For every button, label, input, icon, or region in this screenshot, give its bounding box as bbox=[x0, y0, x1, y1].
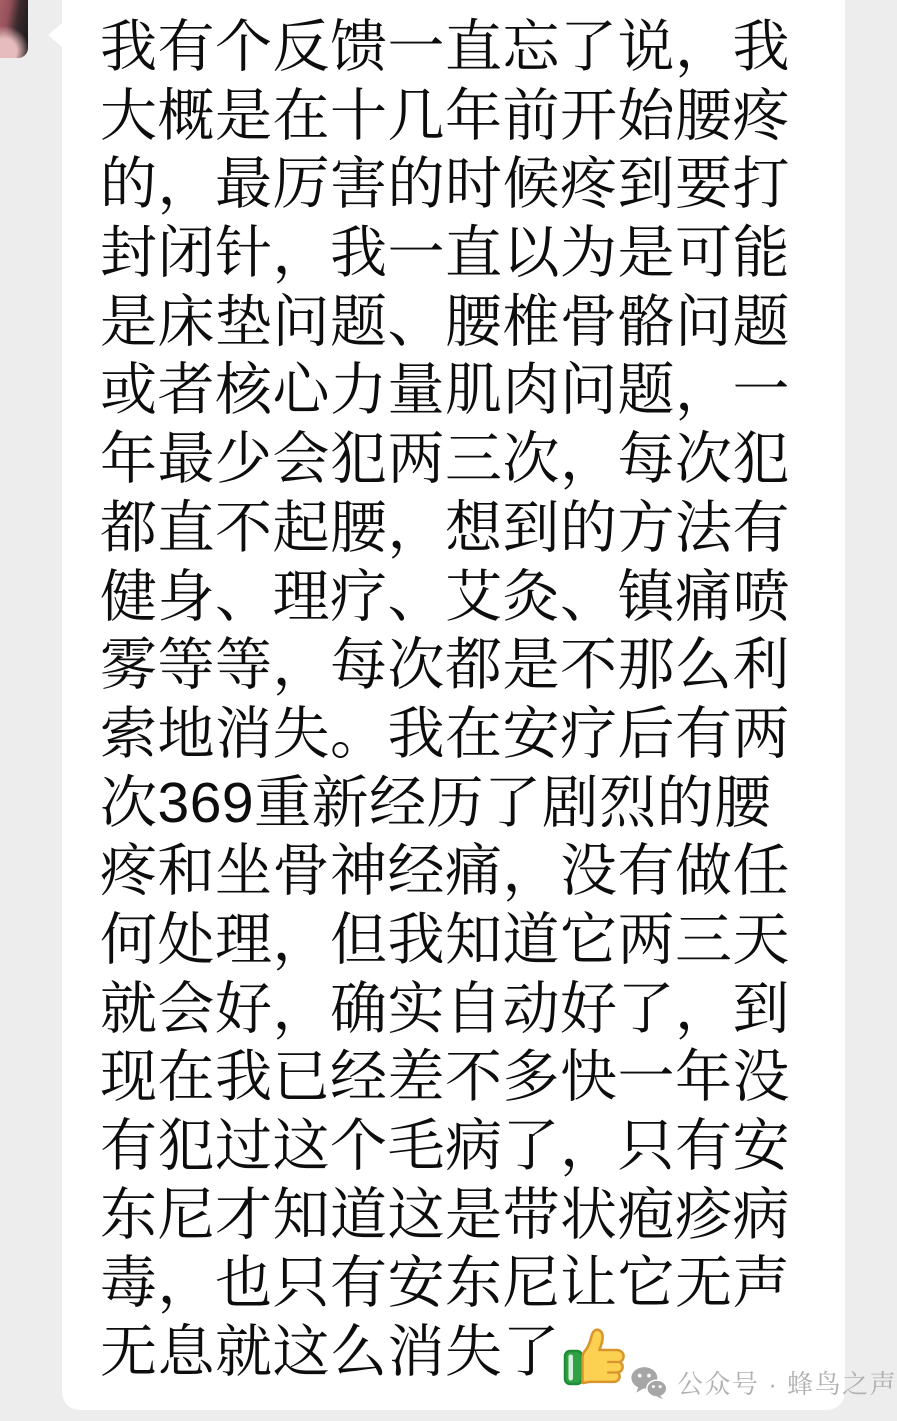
thumbs-up-emoji bbox=[563, 1326, 629, 1386]
message-line: 雾等等，每次都是不那么利 bbox=[100, 633, 790, 698]
message-line: 大概是在十几年前开始腰疼 bbox=[100, 83, 790, 148]
message-line: 索地消失。我在安疗后有两 bbox=[100, 701, 790, 766]
message-line: 东尼才知道这是带状疱疹病 bbox=[100, 1182, 790, 1247]
watermark bbox=[630, 1364, 897, 1401]
message-line: 是床垫问题、腰椎骨骼问题 bbox=[100, 289, 790, 354]
message-text bbox=[100, 13, 816, 1387]
avatar[interactable] bbox=[0, 0, 28, 58]
message-line: 何处理，但我知道它两三天 bbox=[100, 907, 790, 972]
message-line: 或者核心力量肌肉问题，一 bbox=[100, 358, 790, 423]
message-line: 无息就这么消失了 bbox=[100, 1318, 816, 1387]
message-line: 的，最厉害的时候疼到要打 bbox=[100, 152, 790, 217]
watermark-text: 公众号 · 蜂鸟之声 bbox=[677, 1369, 897, 1399]
message-line: 年最少会犯两三次，每次犯 bbox=[100, 427, 790, 492]
message-line: 现在我已经差不多快一年没 bbox=[100, 1045, 790, 1110]
message-line: 次369重新经历了剧烈的腰 bbox=[100, 770, 772, 835]
message-line: 我有个反馈一直忘了说，我 bbox=[100, 15, 790, 79]
message-line: 毒，也只有安东尼让它无声 bbox=[100, 1251, 790, 1316]
message-line: 封闭针，我一直以为是可能 bbox=[100, 221, 790, 286]
message-bubble[interactable] bbox=[62, 0, 845, 1410]
message-line: 都直不起腰，想到的方法有 bbox=[100, 495, 790, 560]
message-line: 有犯过这个毛病了，只有安 bbox=[100, 1114, 790, 1178]
message-line: 疼和坐骨神经痛，没有做任 bbox=[100, 839, 790, 904]
message-line: 健身、理疗、艾灸、镇痛喷 bbox=[100, 564, 790, 629]
bubble-tail bbox=[48, 23, 62, 47]
wechat-logo-icon bbox=[630, 1365, 667, 1400]
message-line: 就会好，确实自动好了，到 bbox=[100, 976, 790, 1041]
